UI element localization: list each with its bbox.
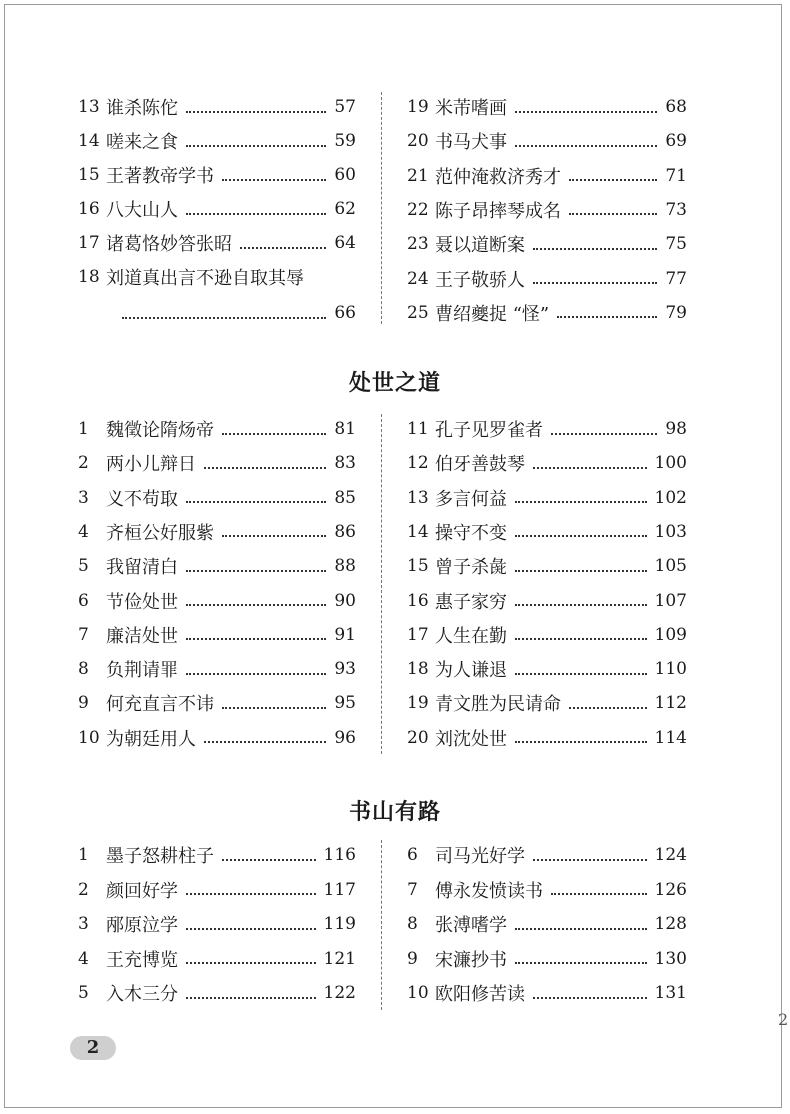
toc-entry [78, 228, 356, 258]
toc-entry [78, 840, 356, 870]
entry-page: 95 [334, 693, 356, 714]
dot-leader [186, 892, 316, 895]
entry-title: 宋濂抄书 [435, 949, 507, 971]
dot-leader [515, 927, 647, 930]
entry-title: 操守不变 [435, 522, 507, 544]
entry-title: 伯牙善鼓琴 [435, 454, 525, 476]
entry-page: 88 [334, 556, 356, 577]
entry-page: 68 [665, 97, 687, 117]
dot-leader [186, 961, 316, 964]
entry-number: 17 [78, 233, 100, 253]
entry-title: 惠子家穷 [435, 591, 507, 613]
toc-entry [407, 161, 687, 191]
section-heading-shushan: 书山有路 [348, 799, 441, 825]
dot-leader [551, 432, 657, 435]
entry-page: 60 [334, 165, 356, 185]
entry-number: 4 [78, 521, 89, 542]
dot-leader [569, 706, 647, 709]
toc-entry [78, 517, 356, 547]
entry-page: 122 [323, 983, 356, 1003]
entry-title: 齐桓公好服紫 [106, 522, 214, 544]
entry-page: 102 [654, 487, 687, 508]
entry-page: 59 [334, 131, 356, 151]
entry-page: 119 [323, 914, 356, 934]
dot-leader [515, 740, 647, 743]
entry-title: 曹绍夔捉 “怪” [435, 303, 550, 325]
entry-number: 5 [78, 983, 89, 1003]
entry-page: 105 [654, 556, 687, 577]
entry-number: 20 [407, 131, 429, 152]
entry-title: 书马犬事 [435, 132, 507, 154]
entry-number: 7 [78, 624, 89, 645]
entry-number: 1 [78, 419, 89, 439]
entry-number: 18 [407, 659, 429, 680]
entry-title: 聂以道断案 [435, 235, 525, 257]
toc-entry [407, 620, 687, 650]
toc-entry [78, 262, 356, 292]
entry-number: 2 [78, 453, 89, 474]
entry-page: 85 [334, 487, 356, 508]
dot-leader [515, 110, 657, 113]
toc-entry [78, 586, 356, 616]
toc-entry [407, 909, 687, 939]
entry-title: 邴原泣学 [106, 915, 178, 936]
entry-page: 128 [654, 914, 687, 934]
toc-entry [407, 264, 687, 294]
toc-entry [407, 978, 687, 1008]
toc-entry [78, 875, 356, 905]
dot-leader [186, 212, 326, 215]
dot-leader [222, 706, 326, 709]
entry-title: 诸葛恪妙答张昭 [106, 234, 232, 255]
entry-page: 86 [334, 521, 356, 542]
entry-title: 墨子怒耕柱子 [106, 846, 214, 867]
entry-title: 我留清白 [106, 557, 178, 579]
entry-page: 121 [323, 948, 356, 969]
entry-page: 109 [654, 624, 687, 645]
entry-title: 谁杀陈佗 [106, 98, 178, 119]
section-heading-chushi: 处世之道 [348, 370, 441, 396]
entry-title: 王充博览 [106, 949, 178, 971]
dot-leader [186, 927, 316, 930]
entry-page: 107 [654, 590, 687, 611]
entry-number: 8 [78, 659, 89, 680]
toc-entry [407, 654, 687, 684]
entry-title: 刘道真出言不逊自取其辱 [106, 268, 304, 289]
entry-number: 9 [407, 948, 418, 969]
entry-number: 13 [407, 487, 429, 508]
entry-number: 5 [78, 556, 89, 577]
toc-entry [407, 586, 687, 616]
dot-leader [204, 466, 326, 469]
entry-number: 9 [78, 693, 89, 714]
entry-page: 126 [654, 879, 687, 900]
entry-title: 为人谦退 [435, 660, 507, 682]
entry-title: 王著教帝学书 [106, 166, 214, 187]
toc-entry [78, 194, 356, 224]
entry-number: 4 [78, 948, 89, 969]
entry-number: 14 [407, 521, 429, 542]
entry-page: 93 [334, 659, 356, 680]
toc-entry [78, 620, 356, 650]
dot-leader [186, 672, 326, 675]
toc-entry [407, 875, 687, 905]
entry-number: 23 [407, 234, 429, 255]
page-number-badge: 2 [70, 1036, 116, 1060]
dot-leader [515, 144, 657, 147]
toc-entry [78, 160, 356, 190]
toc-entry [78, 723, 356, 753]
dot-leader [186, 144, 326, 147]
toc-entry [407, 92, 687, 122]
entry-page: 79 [665, 302, 687, 323]
entry-page: 112 [654, 693, 687, 714]
dot-leader [515, 637, 647, 640]
entry-title: 多言何益 [435, 488, 507, 510]
entry-title: 何充直言不讳 [106, 694, 214, 716]
toc-entry [407, 195, 687, 225]
entry-title: 王子敬骄人 [435, 269, 525, 291]
entry-number: 24 [407, 268, 429, 289]
dot-leader [551, 892, 647, 895]
dot-leader [186, 603, 326, 606]
entry-number: 15 [78, 165, 100, 185]
dot-leader [533, 281, 657, 284]
column-divider [381, 840, 382, 1010]
entry-page: 100 [654, 453, 687, 474]
dot-leader [515, 534, 647, 537]
entry-title: 为朝廷用人 [106, 728, 196, 750]
entry-number: 12 [407, 453, 429, 474]
dot-leader [515, 569, 647, 572]
entry-page: 96 [334, 727, 356, 748]
entry-page: 130 [654, 948, 687, 969]
entry-page: 71 [665, 165, 687, 186]
toc-entry [78, 448, 356, 478]
entry-number: 22 [407, 199, 429, 220]
entry-page: 83 [334, 453, 356, 474]
entry-title: 欧阳修苦读 [435, 984, 525, 1005]
entry-page: 81 [334, 419, 356, 439]
entry-number: 16 [78, 199, 100, 219]
dot-leader [186, 996, 316, 999]
column-divider [381, 92, 382, 324]
dot-leader [186, 637, 326, 640]
dot-leader [515, 672, 647, 675]
dot-leader [186, 500, 326, 503]
entry-number: 19 [407, 693, 429, 714]
entry-title: 义不苟取 [106, 488, 178, 510]
toc-entry [78, 126, 356, 156]
toc-entry [78, 688, 356, 718]
entry-title: 嗟来之食 [106, 132, 178, 153]
entry-title: 魏徵论隋炀帝 [106, 420, 214, 441]
entry-number: 21 [407, 165, 429, 186]
toc-entry [407, 229, 687, 259]
dot-leader [557, 315, 657, 318]
entry-title: 入木三分 [106, 984, 178, 1005]
toc-entry [78, 551, 356, 581]
entry-number: 19 [407, 97, 429, 117]
toc-entry [407, 551, 687, 581]
entry-page: 90 [334, 590, 356, 611]
entry-page: 75 [665, 234, 687, 255]
toc-entry [407, 448, 687, 478]
entry-page: 98 [665, 419, 687, 439]
toc-entry [78, 654, 356, 684]
dot-leader [222, 858, 316, 861]
entry-number: 10 [407, 983, 429, 1003]
entry-number: 15 [407, 556, 429, 577]
entry-page: 110 [654, 659, 687, 680]
entry-title: 傅永发愤读书 [435, 880, 543, 902]
entry-title: 刘沈处世 [435, 728, 507, 750]
dot-leader [222, 534, 326, 537]
entry-page: 69 [665, 131, 687, 152]
entry-number: 8 [407, 914, 418, 934]
dot-leader [533, 466, 647, 469]
toc-entry [78, 978, 356, 1008]
entry-title: 八大山人 [106, 200, 178, 221]
entry-number: 6 [78, 590, 89, 611]
entry-page: 103 [654, 521, 687, 542]
entry-title: 曾子杀彘 [435, 557, 507, 579]
entry-title: 米芾嗜画 [435, 98, 507, 119]
toc-entry [407, 517, 687, 547]
entry-page: 73 [665, 199, 687, 220]
entry-title: 司马光好学 [435, 846, 525, 867]
toc-entry [407, 840, 687, 870]
entry-number: 2 [78, 879, 89, 900]
entry-page: 64 [334, 233, 356, 253]
entry-page: 66 [334, 303, 356, 323]
entry-number: 13 [78, 97, 100, 117]
entry-title: 范仲淹救济秀才 [435, 166, 561, 188]
entry-title: 颜回好学 [106, 880, 178, 902]
entry-title: 负荆请罪 [106, 660, 178, 682]
toc-entry [407, 944, 687, 974]
entry-number: 11 [407, 419, 429, 439]
dot-leader [533, 996, 647, 999]
entry-page: 114 [654, 727, 687, 748]
toc-entry [407, 126, 687, 156]
entry-number: 7 [407, 879, 418, 900]
entry-number: 6 [407, 845, 418, 865]
dot-leader [515, 603, 647, 606]
toc-entry [78, 414, 356, 444]
toc-entry [407, 414, 687, 444]
entry-title: 张溥嗜学 [435, 915, 507, 936]
entry-title: 陈子昂摔琴成名 [435, 200, 561, 222]
dot-leader [186, 569, 326, 572]
entry-page: 124 [654, 845, 687, 865]
dot-leader [240, 246, 326, 249]
entry-page: 116 [323, 845, 356, 865]
entry-page: 131 [654, 983, 687, 1003]
toc-entry-continuation [114, 298, 356, 328]
entry-page: 62 [334, 199, 356, 219]
dot-leader [533, 858, 647, 861]
entry-number: 25 [407, 302, 429, 323]
entry-number: 14 [78, 131, 100, 151]
entry-page: 57 [334, 97, 356, 117]
entry-title: 青文胜为民请命 [435, 694, 561, 716]
entry-page: 117 [323, 879, 356, 900]
dot-leader [533, 247, 657, 250]
toc-entry [407, 723, 687, 753]
entry-number: 16 [407, 590, 429, 611]
entry-number: 3 [78, 914, 89, 934]
toc-entry [78, 92, 356, 122]
toc-entry [407, 483, 687, 513]
toc-entry [78, 944, 356, 974]
column-divider [381, 414, 382, 754]
dot-leader [222, 178, 326, 181]
toc-entry [407, 298, 687, 328]
dot-leader [515, 500, 647, 503]
entry-title: 两小儿辩日 [106, 454, 196, 476]
dot-leader [204, 740, 326, 743]
toc-entry [78, 909, 356, 939]
entry-title: 孔子见罗雀者 [435, 420, 543, 441]
entry-title: 廉洁处世 [106, 625, 178, 647]
entry-title: 节俭处世 [106, 591, 178, 613]
toc-entry [78, 483, 356, 513]
entry-number: 18 [78, 267, 100, 287]
toc-entry [407, 688, 687, 718]
entry-number: 10 [78, 727, 100, 748]
dot-leader [122, 316, 326, 319]
entry-number: 17 [407, 624, 429, 645]
entry-page: 91 [334, 624, 356, 645]
dot-leader [515, 961, 647, 964]
entry-number: 1 [78, 845, 89, 865]
dot-leader [222, 432, 326, 435]
edge-page-mark: 2 [778, 1010, 789, 1029]
dot-leader [569, 178, 657, 181]
entry-page: 77 [665, 268, 687, 289]
entry-number: 20 [407, 727, 429, 748]
entry-number: 3 [78, 487, 89, 508]
dot-leader [186, 110, 326, 113]
entry-title: 人生在勤 [435, 625, 507, 647]
dot-leader [569, 212, 657, 215]
